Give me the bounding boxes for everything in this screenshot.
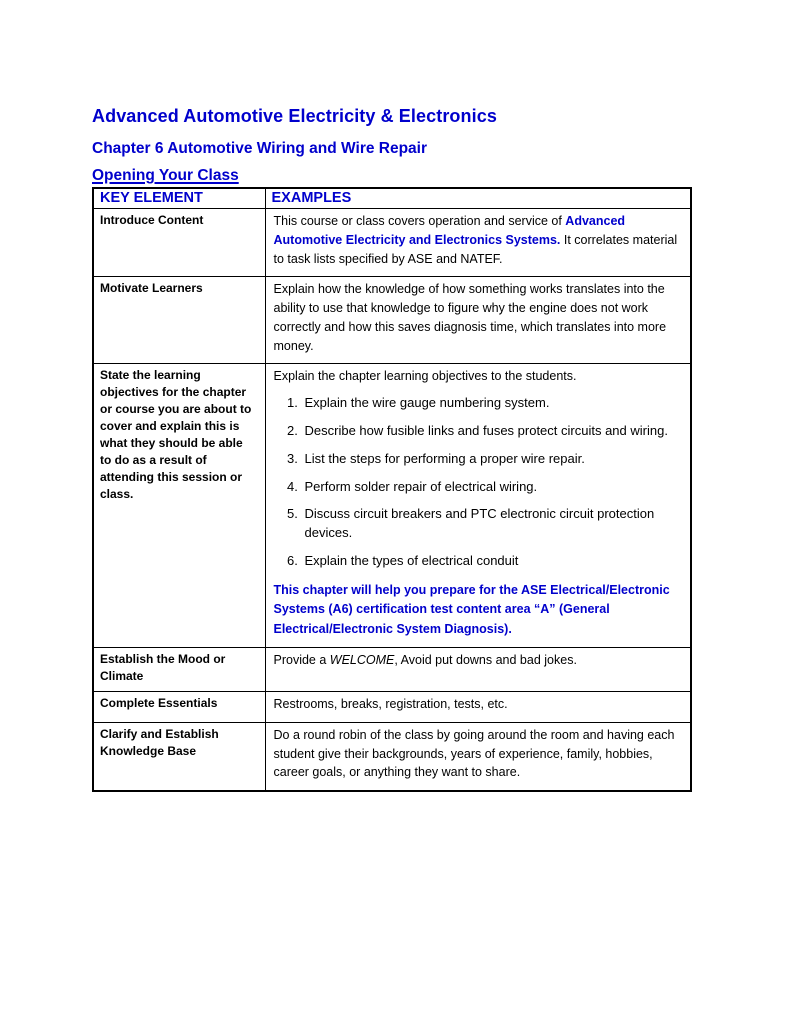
examples-cell bbox=[265, 648, 691, 692]
examples-cell bbox=[265, 692, 691, 723]
objectives-list bbox=[274, 394, 681, 571]
table-row bbox=[93, 648, 691, 692]
text-segment: Provide a bbox=[273, 653, 330, 668]
table-body bbox=[93, 209, 691, 792]
examples-cell bbox=[265, 722, 691, 791]
examples-cell bbox=[265, 209, 691, 277]
text-segment: Restrooms, breaks, registration, tests, etc. bbox=[273, 697, 508, 712]
text-segment: This course or class covers operation and service of bbox=[273, 214, 566, 228]
objective-item: 3. List the steps for performing a proper wire repair. bbox=[302, 450, 681, 469]
document-title: Advanced Automotive Electricity & Electronics bbox=[92, 106, 497, 126]
example-paragraph bbox=[274, 367, 681, 386]
text-segment: It correlates material to task lists specified by ASE and NATEF. bbox=[273, 232, 678, 266]
objective-item: 1. Explain the wire gauge numbering system. bbox=[302, 394, 681, 413]
chapter-heading: Chapter 6 Automotive Wiring and Wire Repair bbox=[92, 140, 428, 157]
column-header-key-element: KEY ELEMENT bbox=[93, 188, 265, 209]
key-element-cell: Complete Essentials bbox=[93, 692, 265, 723]
example-paragraph bbox=[274, 651, 681, 670]
objective-item: 6. Explain the types of electrical conduit bbox=[302, 552, 681, 571]
example-paragraph bbox=[274, 726, 681, 782]
example-paragraph bbox=[274, 581, 681, 639]
examples-cell bbox=[265, 364, 691, 648]
table-header-row bbox=[93, 188, 691, 209]
opening-class-table bbox=[92, 187, 692, 792]
column-header-examples: EXAMPLES bbox=[265, 188, 691, 209]
examples-cell bbox=[265, 277, 691, 364]
key-element-cell: Establish the Mood or Climate bbox=[93, 648, 265, 692]
text-segment: , Avoid put downs and bad jokes. bbox=[394, 653, 577, 668]
table-row bbox=[93, 364, 691, 648]
objective-item: 2. Describe how fusible links and fuses protect circuits and wiring. bbox=[302, 422, 681, 441]
table-row bbox=[93, 277, 691, 364]
text-segment: WELCOME bbox=[329, 653, 395, 668]
objective-item: 5. Discuss circuit breakers and PTC electronic circuit protection devices. bbox=[302, 505, 681, 543]
example-paragraph bbox=[274, 280, 681, 355]
text-segment: Explain how the knowledge of how something works translates into the ability to use that knowledge to figure why the engine does not work correctly and how this saves diagnosis time, which translates into more money. bbox=[273, 282, 667, 353]
table-row bbox=[93, 209, 691, 277]
text-segment: Explain the chapter learning objectives to the students. bbox=[273, 369, 577, 384]
table-row bbox=[93, 722, 691, 791]
section-heading: Opening Your Class bbox=[92, 167, 239, 184]
key-element-cell: Motivate Learners bbox=[93, 277, 265, 364]
example-paragraph bbox=[274, 212, 681, 268]
accent-text-segment: Advanced Automotive Electricity and Electronics Systems. bbox=[273, 214, 626, 247]
key-element-cell: Introduce Content bbox=[93, 209, 265, 277]
example-paragraph bbox=[274, 695, 681, 714]
text-segment: Do a round robin of the class by going around the room and having each student give their backgrounds, years of experience, family, hobbies, career goals, or anything they want to share. bbox=[273, 727, 675, 780]
objective-item: 4. Perform solder repair of electrical wiring. bbox=[302, 478, 681, 497]
accent-text-segment: This chapter will help you prepare for the ASE Electrical/Electronic Systems (A6) certification test content area “A” (General Electrical/Electronic System Diagnosis). bbox=[273, 582, 670, 636]
key-element-cell: State the learning objectives for the chapter or course you are about to cover and explain this is what they should be able to do as a result of attending this session or class. bbox=[93, 364, 265, 648]
table-row bbox=[93, 692, 691, 723]
key-element-cell: Clarify and Establish Knowledge Base bbox=[93, 722, 265, 791]
